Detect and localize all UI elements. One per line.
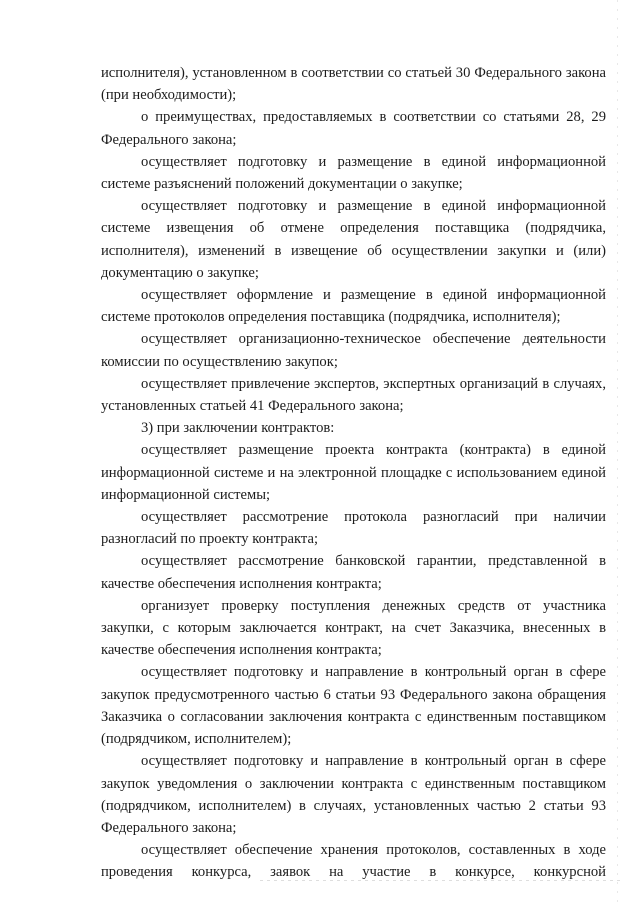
paragraph: осуществляет подготовку и размещение в единой информационной системе разъяснений положений документации о закупке; [101, 153, 606, 193]
paragraph: осуществляет подготовку и размещение в единой информационной системе извещения об отмене определения поставщика (подрядчика, исполнителя), изменений в извещение об осуществлении закупки и (или) документацию о закупке; [101, 198, 606, 281]
paragraph: осуществляет рассмотрение банковской гарантии, представленной в качестве обеспечения исполнения контракта; [101, 553, 606, 592]
paragraph: осуществляет подготовку и направление в контрольный орган в сфере закупок уведомления о заключении контракта с единственным поставщиком (подрядчиком, исполнителем) в случаях, установленных частью 2 статьи 93 Федерального закона; [101, 753, 606, 836]
paragraph: осуществляет привлечение экспертов, экспертных организаций в случаях, установленных статьей 41 Федерального закона; [101, 375, 606, 415]
paragraph: осуществляет организационно-техническое обеспечение деятельности комиссии по осуществлению закупок; [101, 331, 606, 370]
paragraph: исполнителя), установленном в соответствии со статьей 30 Федерального закона (при необходимости); [101, 65, 606, 104]
paragraph: осуществляет подготовку и направление в контрольный орган в сфере закупок предусмотренного частью 6 статьи 93 Федерального закона обращения Заказчика о согласовании заключения контракта с единственным поставщиком (подрядчиком, исполнителем); [101, 664, 606, 748]
paragraph: осуществляет оформление и размещение в единой информационной системе протоколов определения поставщика (подрядчика, исполнителя); [101, 287, 606, 326]
paragraph: осуществляет размещение проекта контракта (контракта) в единой информационной системе и на электронной площадке с использованием единой информационной системы; [101, 442, 606, 503]
paragraph: о преимуществах, предоставляемых в соответствии со статьями 28, 29 Федерального закона; [101, 109, 606, 148]
scan-edge-mark [617, 0, 618, 905]
paragraph: организует проверку поступления денежных средств от участника закупки, с которым заключается контракт, на счет Заказчика, внесенных в качестве обеспечения исполнения контракта; [101, 597, 606, 659]
document-body [101, 62, 606, 884]
paragraph: осуществляет рассмотрение протокола разногласий при наличии разногласий по проекту контракта; [101, 509, 606, 548]
paragraph: осуществляет обеспечение хранения протоколов, составленных в ходе проведения конкурса, заявок на участие в конкурсе, конкурсной [101, 842, 606, 881]
section-heading: 3) при заключении контрактов: [141, 420, 335, 437]
